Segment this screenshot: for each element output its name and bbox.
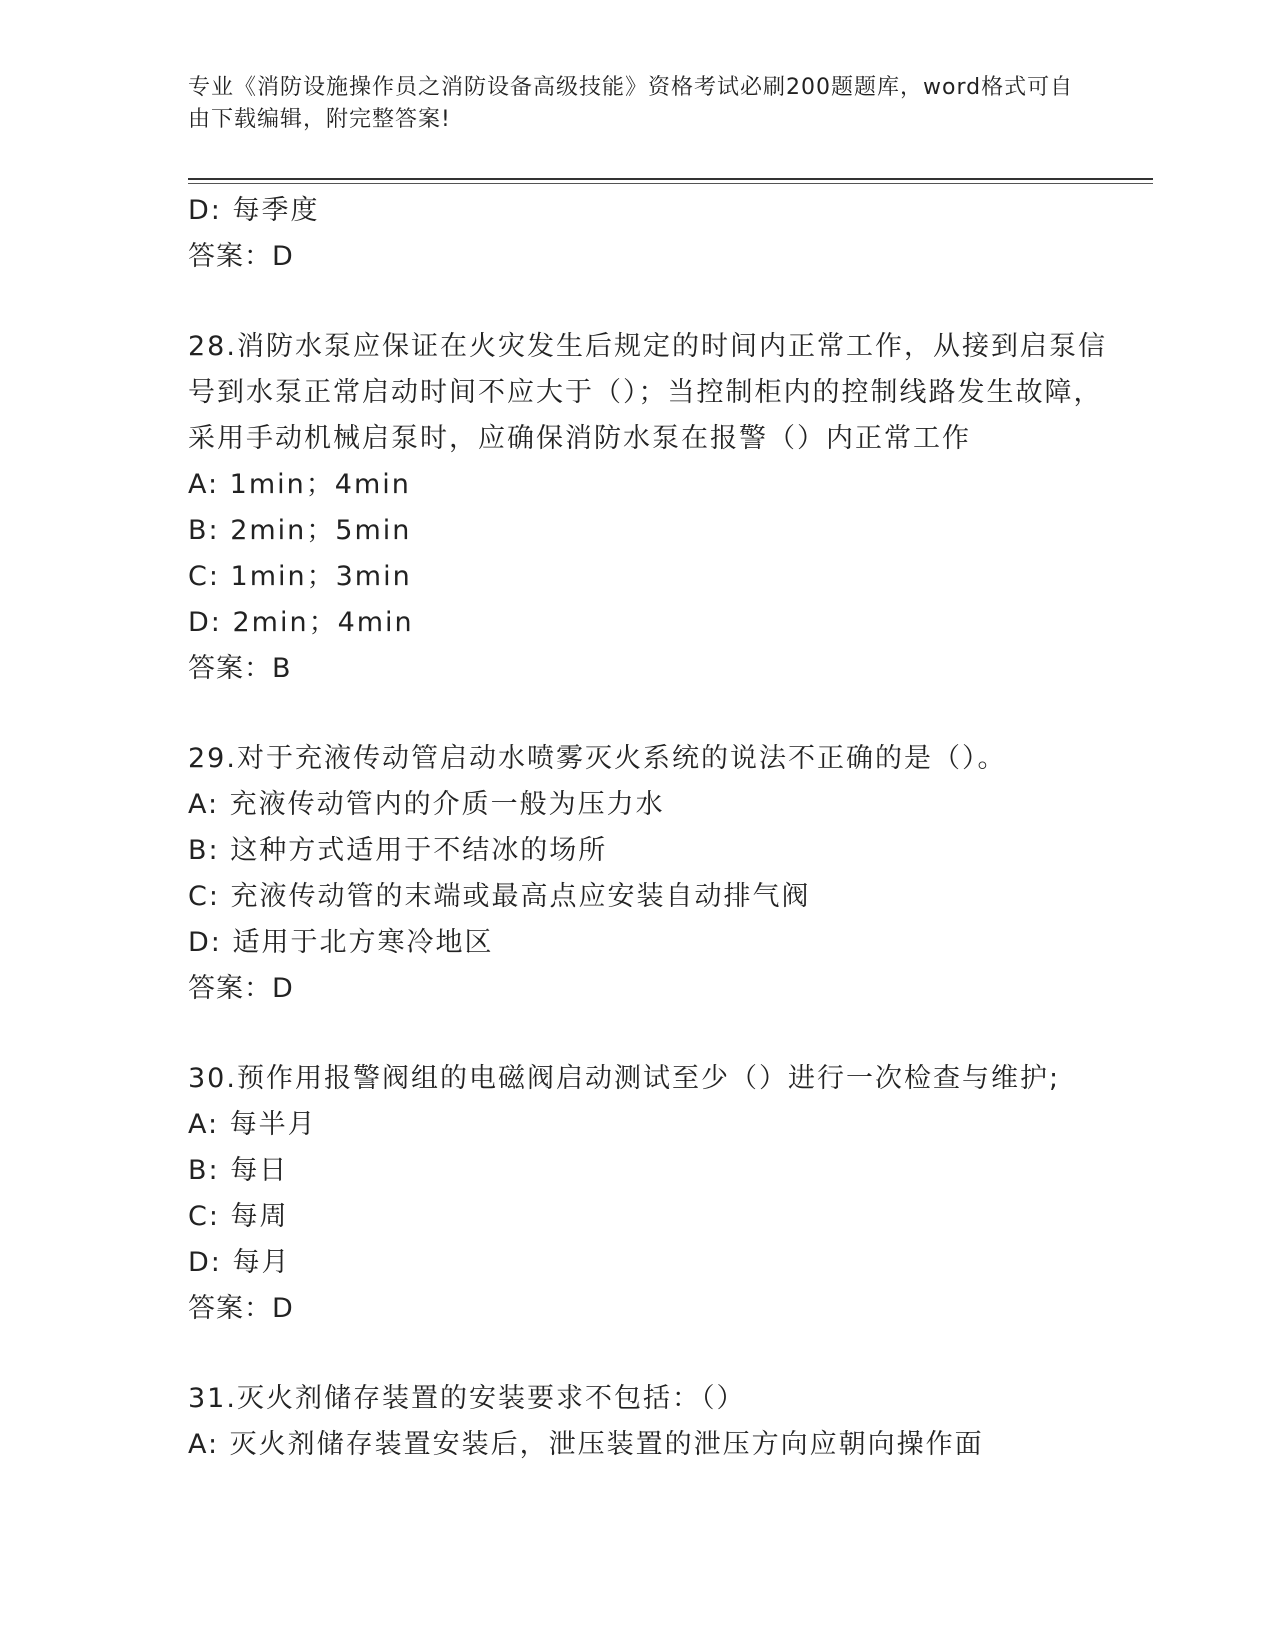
header-divider-thin — [188, 183, 1153, 184]
question-29-option-d: D: 适用于北方寒冷地区 — [188, 927, 494, 958]
question-28-option-d: D: 2min；4min — [188, 607, 414, 638]
question-30-answer: 答案：D — [188, 1293, 294, 1324]
header-divider-thick — [188, 178, 1153, 180]
spacer — [188, 280, 1118, 324]
question-30-option-d: D: 每月 — [188, 1247, 291, 1278]
question-30-option-b: B: 每日 — [188, 1155, 289, 1186]
spacer — [188, 692, 1118, 736]
question-28-stem: 28.消防水泵应保证在火灾发生后规定的时间内正常工作，从接到启泵信号到水泵正常启动时间不应大于（）；当控制柜内的控制线路发生故障，采用手动机械启泵时，应确保消防水泵在报警（）内正常工作 — [188, 331, 1107, 454]
question-29-stem: 29.对于充液传动管启动水喷雾灭火系统的说法不正确的是（）。 — [188, 743, 1007, 774]
question-28-option-c: C: 1min；3min — [188, 561, 412, 592]
question-29-option-c: C: 充液传动管的末端或最高点应安装自动排气阀 — [188, 881, 811, 912]
spacer — [188, 1012, 1118, 1056]
question-28-option-b: B: 2min；5min — [188, 515, 412, 546]
question-29-option-b: B: 这种方式适用于不结冰的场所 — [188, 835, 608, 866]
question-list — [188, 188, 1118, 1468]
question-30-stem: 30.预作用报警阀组的电磁阀启动测试至少（）进行一次检查与维护; — [188, 1063, 1061, 1094]
question-31-stem: 31.灭火剂储存装置的安装要求不包括：（） — [188, 1383, 746, 1414]
question-29-option-a: A: 充液传动管内的介质一般为压力水 — [188, 789, 665, 820]
question-30-option-c: C: 每周 — [188, 1201, 289, 1232]
question-28-answer: 答案：B — [188, 653, 292, 684]
prev-question-answer: 答案：D — [188, 241, 294, 272]
question-31-option-a: A: 灭火剂储存装置安装后，泄压装置的泄压方向应朝向操作面 — [188, 1429, 984, 1460]
spacer — [188, 1332, 1118, 1376]
question-30-option-a: A: 每半月 — [188, 1109, 317, 1140]
prev-question-option-d: D: 每季度 — [188, 195, 320, 226]
question-29-answer: 答案：D — [188, 973, 294, 1004]
question-28-option-a: A: 1min；4min — [188, 469, 411, 500]
document-header: 专业《消防设施操作员之消防设备高级技能》资格考试必刷200题题库，word格式可自由下载编辑，附完整答案! — [188, 75, 1074, 132]
